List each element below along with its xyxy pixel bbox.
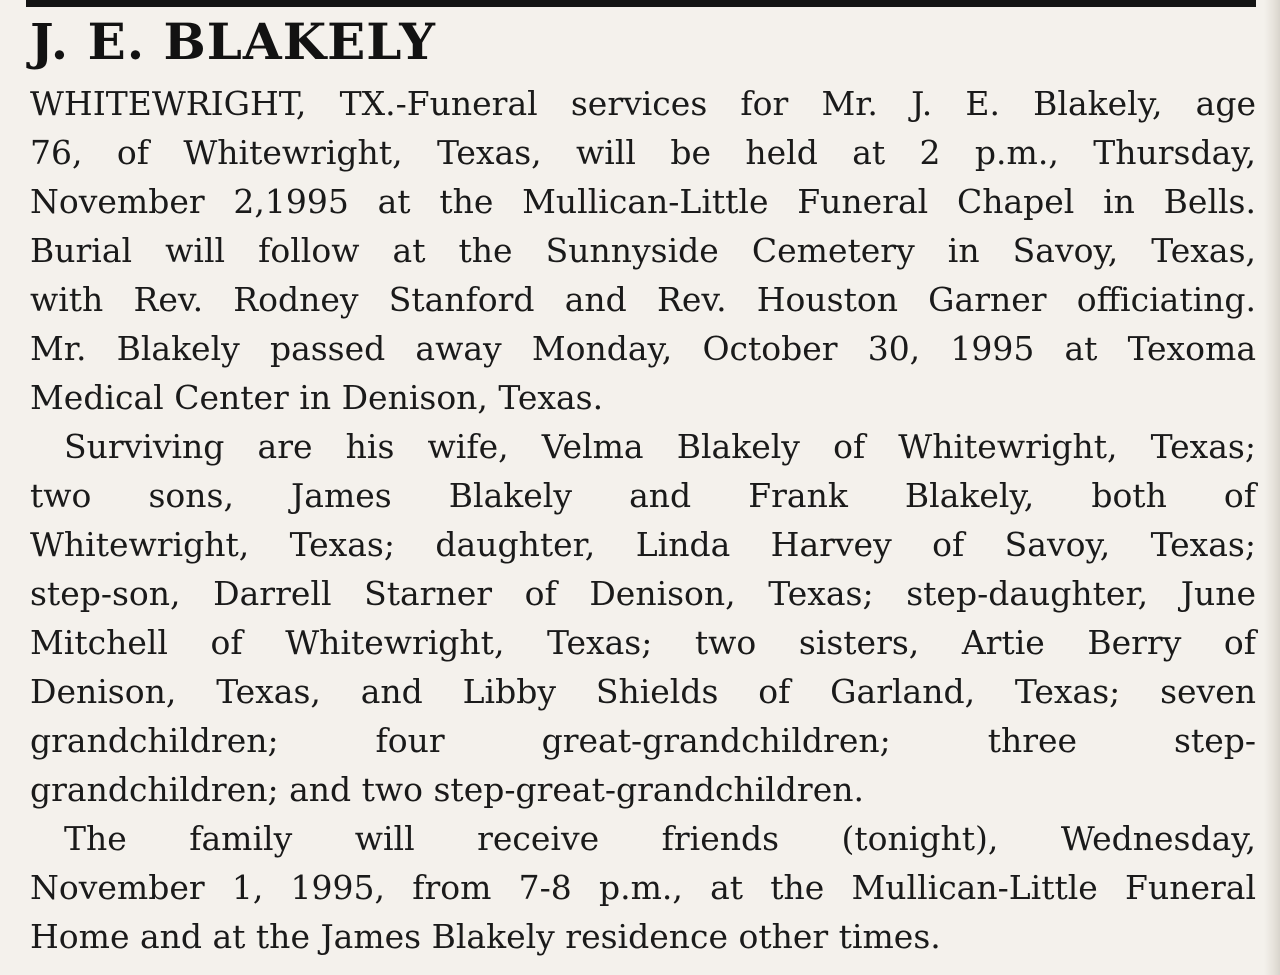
article-line: November 1, 1995, from 7-8 p.m., at the Mullican-Little Funeral <box>30 868 1256 907</box>
article-line: WHITEWRIGHT, TX.-Funeral services for Mr. J. E. Blakely, age <box>30 84 1256 123</box>
article-line: Burial will follow at the Sunnyside Cemetery in Savoy, Texas, <box>30 231 1256 270</box>
article-line: grandchildren; and two step-great-grandchildren. <box>30 770 864 809</box>
article-line: Home and at the James Blakely residence other times. <box>30 917 941 956</box>
article-line: Medical Center in Denison, Texas. <box>30 378 604 417</box>
paper-edge <box>1264 0 1280 975</box>
article-line: grandchildren; four great-grandchildren; three step- <box>30 721 1256 760</box>
paragraph-services <box>30 79 1256 422</box>
article-line: Surviving are his wife, Velma Blakely of Whitewright, Texas; <box>64 427 1256 466</box>
article-line: two sons, James Blakely and Frank Blakely, both of <box>30 476 1256 515</box>
article-line: Mr. Blakely passed away Monday, October 30, 1995 at Texoma <box>30 329 1256 368</box>
article-line: The family will receive friends (tonight), Wednesday, <box>64 819 1256 858</box>
paragraph-visitation <box>30 814 1256 961</box>
article-line: November 2,1995 at the Mullican-Little Funeral Chapel in Bells. <box>30 182 1256 221</box>
article-line: step-son, Darrell Starner of Denison, Texas; step-daughter, June <box>30 574 1256 613</box>
paragraph-survivors <box>30 422 1256 814</box>
article-line: Mitchell of Whitewright, Texas; two sisters, Artie Berry of <box>30 623 1256 662</box>
article-line: Denison, Texas, and Libby Shields of Garland, Texas; seven <box>30 672 1256 711</box>
article-line: with Rev. Rodney Stanford and Rev. Houston Garner officiating. <box>30 280 1256 319</box>
article-line: 76, of Whitewright, Texas, will be held at 2 p.m., Thursday, <box>30 133 1256 172</box>
obituary-body <box>30 79 1256 961</box>
article-line: Whitewright, Texas; daughter, Linda Harvey of Savoy, Texas; <box>30 525 1256 564</box>
top-rule <box>26 0 1256 7</box>
obituary-headline: J. E. BLAKELY <box>30 12 436 71</box>
